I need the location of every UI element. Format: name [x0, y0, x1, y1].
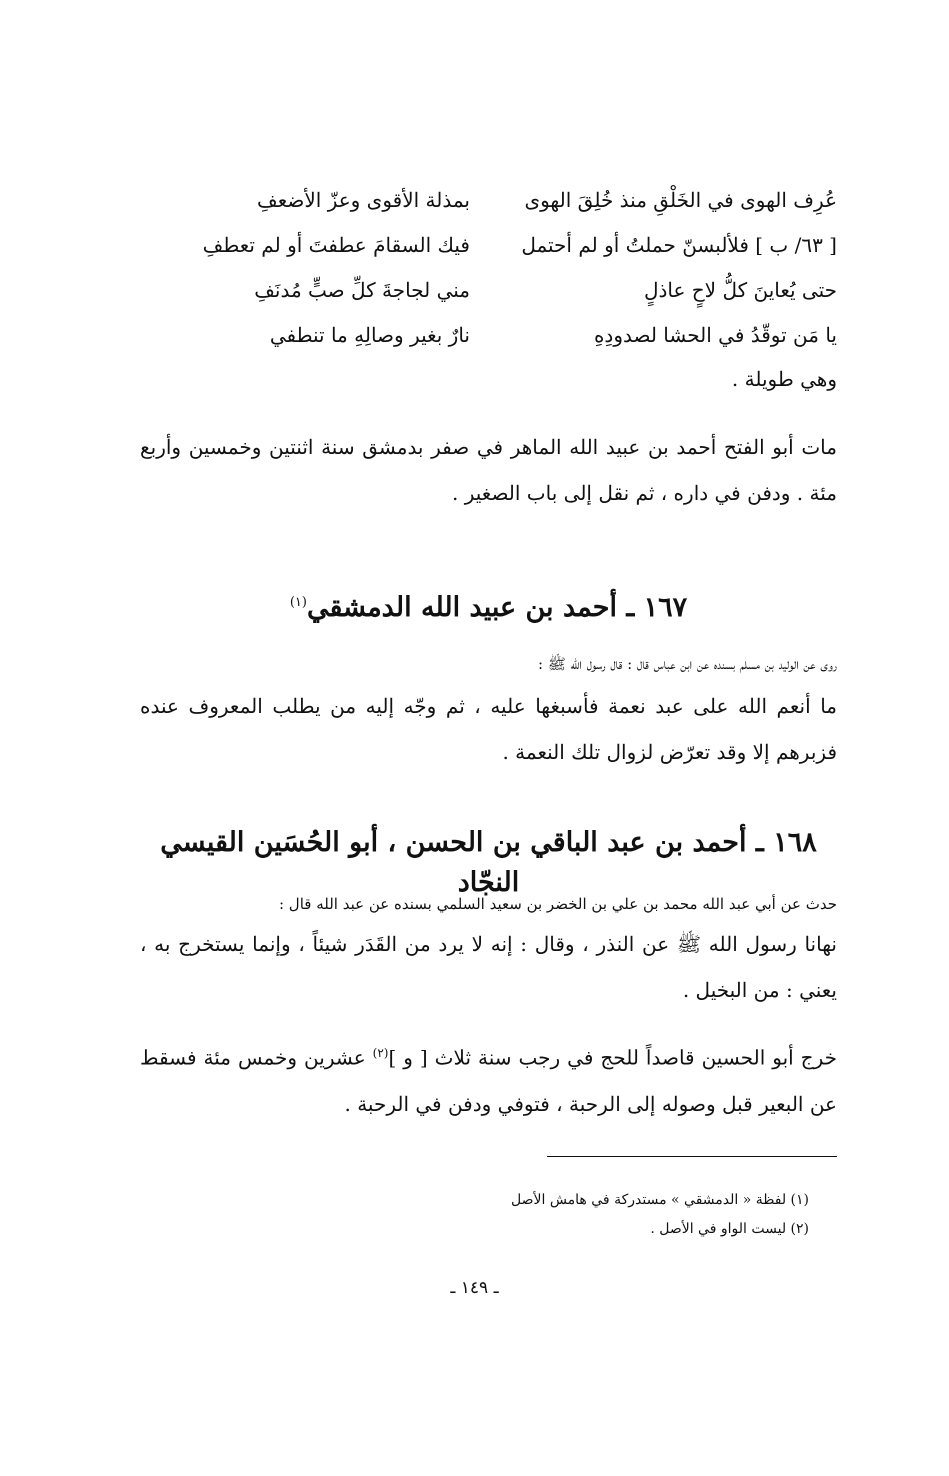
verse-line — [140, 223, 837, 268]
footnotes — [140, 1186, 809, 1244]
footnote-ref-2: (٢) — [372, 1046, 389, 1060]
entry-168-heading: ١٦٨ ـ أحمد بن عبد الباقي بن الحسن ، أبو الحُسَين القيسي النجّاد — [160, 827, 817, 898]
verse-right-hemistich: عُرِف الهوى في الخَلْقِ منذ خُلِقَ الهوى — [524, 188, 837, 212]
verse-right-hemistich: حتى يُعاينَ كلُّ لاحٍ عاذلٍ — [643, 278, 837, 302]
footnote-divider — [547, 1156, 837, 1157]
verse-line — [140, 268, 837, 313]
verse-line — [140, 313, 837, 358]
entry-167-title: ١٦٧ ـ أحمد بن عبيد الله الدمشقي — [306, 592, 688, 623]
page-number: ـ ١٤٩ ـ — [450, 1278, 499, 1298]
entry-168-biography — [140, 1030, 837, 1127]
verse-left-hemistich: مني لجاجةَ كلِّ صبٍّ مُدنَفِ — [254, 278, 470, 302]
entry-168-hadith: نهانا رسول الله ﷺ عن النذر ، وقال : إنه لا يرد من القَدَر شيئاً ، وإنما يستخرج به ، يعني : من البخيل . — [140, 932, 837, 1002]
entry-167-hadith: ما أنعم الله على عبد نعمة فأسبغها عليه ، ثم وجّه إليه من يطلب المعروف عنده فزبرهم إلا وقد تعرّض لزوال تلك النعمة . — [140, 694, 837, 764]
verse-left-hemistich: نارٌ بغير وصالِهِ ما تنطفي — [269, 323, 470, 347]
verse-line — [140, 178, 837, 223]
entry-167-isnad: روى عن الوليد بن مسلم بسنده عن ابن عباس قال : قال رسول الله ﷺ : — [537, 655, 837, 673]
footnote-2: (٢) ليست الواو في الأصل . — [650, 1221, 809, 1237]
verse-right-hemistich: [ ٦٣/ ب ] فلألبسنّ حملتُ أو لم أحتمل — [521, 233, 837, 257]
verse-left-hemistich: بمذلة الأقوى وعزّ الأضعفِ — [257, 188, 470, 212]
entry-168-isnad: حدث عن أبي عبد الله محمد بن علي بن الخضر بن سعيد السلمي بسنده عن عبد الله قال : — [278, 895, 837, 913]
footnote-ref-1: (١) — [289, 595, 307, 610]
entry-167-heading — [140, 583, 837, 628]
verse-left-hemistich: فيك السقامَ عطفتَ أو لم تعطفِ — [202, 233, 470, 257]
footnote-1: (١) لفظة « الدمشقي » مستدركة في هامش الأصل — [511, 1192, 809, 1208]
entry-168-bio-start: خرج أبو الحسين قاصداً للحج في رجب سنة ثلاث [ و ] — [388, 1045, 837, 1070]
poem-remark: وهي طويلة . — [731, 367, 837, 391]
death-note-paragraph: مات أبو الفتح أحمد بن عبيد الله الماهر في صفر بدمشق سنة اثنتين وخمسين وأربع مئة . ودفن في داره ، ثم نقل إلى باب الصغير . — [140, 435, 837, 505]
entry-168-bio-end: عشرين وخمس مئة فسقط عن البعير قبل وصوله إلى الرحبة ، فتوفي ودفن في الرحبة . — [140, 1045, 837, 1116]
poem — [140, 178, 837, 358]
verse-right-hemistich: يا مَن توقّدُ في الحشا لصدودِهِ — [593, 323, 837, 347]
